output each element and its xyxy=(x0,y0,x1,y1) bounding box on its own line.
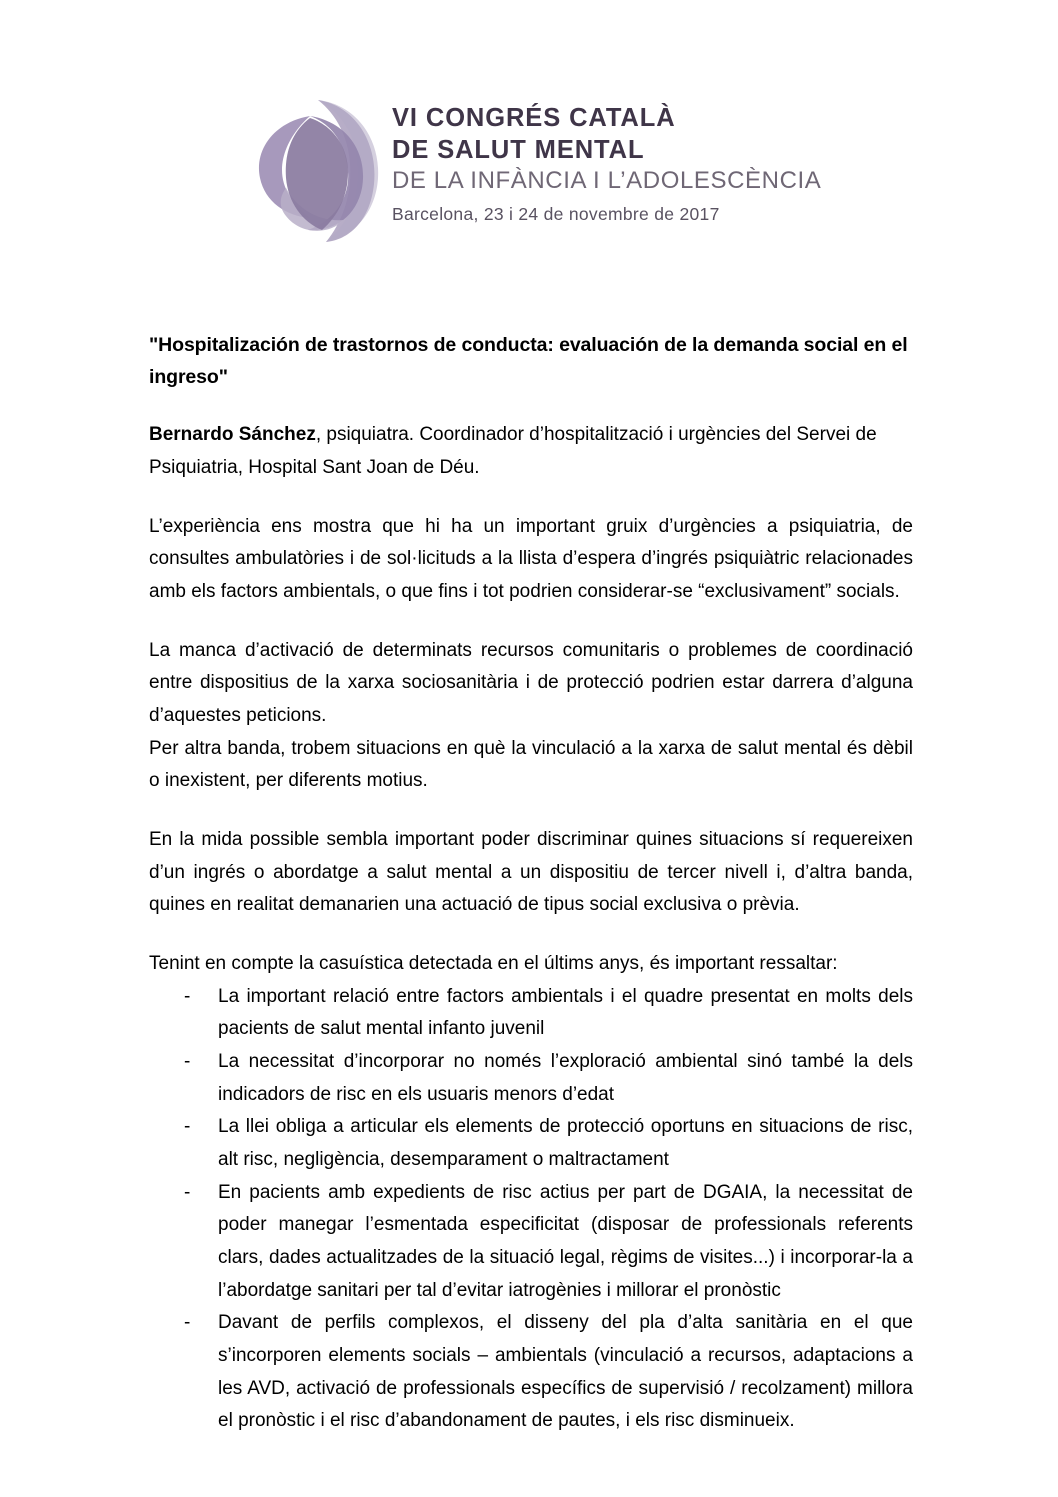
congres-logo-mark xyxy=(252,92,384,244)
congress-subtitle-line: DE LA INFÀNCIA I L’ADOLESCÈNCIA xyxy=(392,167,822,194)
list-item xyxy=(149,1307,913,1438)
congress-logo-header xyxy=(252,92,832,250)
author-affiliation: , psiquiatra. Coordinador d’hospitalització i urgències del Servei de Psiquiatria, Hospital Sant Joan de Déu. xyxy=(149,424,877,478)
paragraph-3: Per altra banda, trobem situacions en què la vinculació a la xarxa de salut mental és dèbil o inexistent, per diferents motius. xyxy=(149,737,913,792)
paragraph-4: En la mida possible sembla important poder discriminar quines situacions sí requereixen d’un ingrés o abordatge a salut mental a un dispositiu de tercer nivell i, d’altra banda, quines en realitat demanarien una actuació de tipus social exclusiva o prèvia. xyxy=(149,828,913,916)
congress-date-line: Barcelona, 23 i 24 de novembre de 2017 xyxy=(392,204,720,224)
congress-title-line-2: DE SALUT MENTAL xyxy=(392,135,645,164)
dash-bullet-icon: - xyxy=(184,1116,191,1138)
list-item xyxy=(149,981,913,1046)
list-item-text: La necessitat d’incorporar no només l’exploració ambiental sinó també la dels indicadors de risc en els usuaris menors d’edat xyxy=(218,1050,913,1105)
congress-title-line-1: VI CONGRÉS CATALÀ xyxy=(392,104,676,132)
list-item xyxy=(149,1177,913,1308)
list-item-text: La important relació entre factors ambientals i el quadre presentat en molts dels pacients de salut mental infanto juvenil xyxy=(218,985,913,1040)
list-item xyxy=(149,1111,913,1176)
dash-bullet-icon: - xyxy=(184,1181,191,1203)
list-item-text: Davant de perfils complexos, el disseny del pla d’alta sanitària en el que s’incorporen elements socials – ambientals (vinculació a recursos, adaptacions a les AVD, activació de professionals específics de supervisió / recolzament) millora el pronòstic i el risc d’abandonament de pautes, i els risc disminueix. xyxy=(218,1312,913,1432)
highlights-list xyxy=(149,981,913,1438)
dash-bullet-icon: - xyxy=(184,985,191,1007)
list-intro-text: Tenint en compte la casuística detectada en el últims anys, és important ressaltar: xyxy=(149,952,838,974)
author-name: Bernardo Sánchez xyxy=(149,424,316,446)
page-title: "Hospitalización de trastornos de conducta: evaluación de la demanda social en el ingreso" xyxy=(149,334,908,388)
paragraph-2: La manca d’activació de determinats recursos comunitaris o problemes de coordinació entre dispositius de la xarxa sociosanitària i de protecció podrien estar darrera d’alguna d’aquestes peticions. xyxy=(149,639,913,726)
document-body xyxy=(149,330,913,1438)
dash-bullet-icon: - xyxy=(184,1312,191,1334)
paragraph-1: L’experiència ens mostra que hi ha un important gruix d’urgències a psiquiatria, de consultes ambulatòries i de sol·licituds a la llista d’espera d’ingrés psiquiàtric relacionades amb els factors ambientals, o que fins i tot podrien considerar-se “exclusivament” socials. xyxy=(149,515,913,602)
author-byline xyxy=(149,419,913,484)
list-item-text: En pacients amb expedients de risc actius per part de DGAIA, la necessitat de poder manegar l’esmentada especificitat (disposar de professionals referents clars, dades actualitzades de la situació legal, règims de visites...) i incorporar-la a l’abordatge sanitari per tal d’evitar iatrogènies i millorar el pronòstic xyxy=(218,1181,913,1301)
congress-logo-text xyxy=(392,92,821,224)
dash-bullet-icon: - xyxy=(184,1050,191,1072)
list-item-text: La llei obliga a articular els elements de protecció oportuns en situacions de risc, alt risc, negligència, desemparament o maltractament xyxy=(218,1116,913,1170)
list-item xyxy=(149,1046,913,1111)
